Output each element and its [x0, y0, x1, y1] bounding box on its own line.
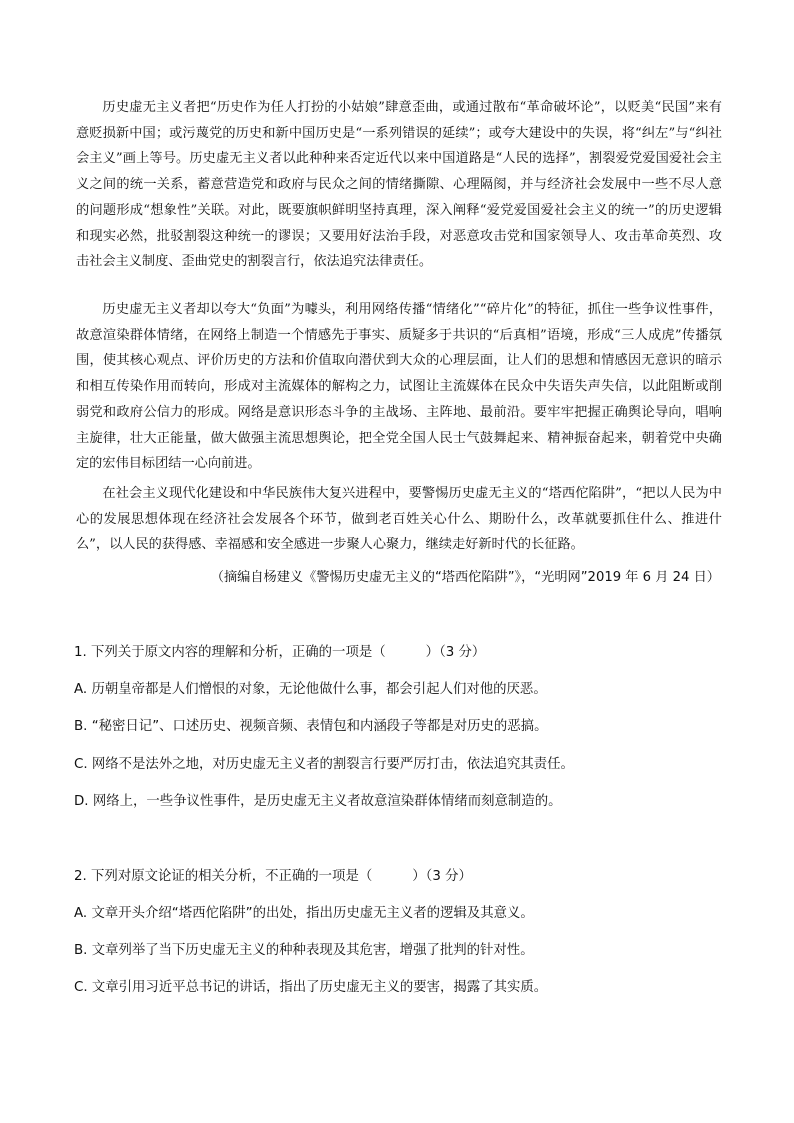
question-1-stem-before: 1. 下列关于原文内容的理解和分析，正确的一项是（	[74, 645, 386, 660]
question-1-option-a[interactable]: A. 历朝皇帝都是人们憎恨的对象，无论他做什么事，都会引起人们对他的厌恶。	[74, 682, 547, 697]
question-1-stem-after: ）（3 分）	[425, 645, 486, 660]
passage-source-citation: （摘编自杨建义《警惕历史虚无主义的“塔西佗陷阱”》，“光明网”2019 年 6 月 24 日）	[210, 570, 720, 585]
question-1-option-c[interactable]: C. 网络不是法外之地，对历史虚无主义者的割裂言行要严厉打击，依法追究其责任。	[74, 757, 574, 772]
question-1-option-b[interactable]: B. “秘密日记”、口述历史、视频音频、表情包和内涵段子等都是对历史的恶搞。	[74, 719, 548, 734]
question-2-option-a[interactable]: A. 文章开头介绍“塔西佗陷阱”的出处，指出历史虚无主义者的逻辑及其意义。	[74, 906, 534, 921]
question-1-stem	[74, 642, 734, 664]
question-2-option-c[interactable]: C. 文章引用习近平总书记的讲话，指出了历史虚无主义的要害，揭露了其实质。	[74, 980, 548, 995]
question-2-stem-after: ）（3 分）	[412, 869, 472, 884]
passage-paragraph-1: 历史虚无主义者把“历史作为任人打扮的小姑娘”肆意歪曲，或通过散布“革命破坏论”，以贬美“民国”来有意贬损新中国；或污蔑党的历史和新中国历史是“一系列错误的延续”；或夸大建设中的失误，将“纠左”与“纠社会主义”画上等号。历史虚无主义者以此种种来否定近代以来中国道路是“人民的选择”，割裂爱党爱国爱社会主义之间的统一关系，蓄意营造党和政府与民众之间的情绪撕隙、心理隔阂，并与经济社会发展中一些不尽人意的问题形成“想象性”关联。对此，既要旗帜鲜明坚持真理，深入阐释“爱党爱国爱社会主义的统一”的历史逻辑和现实必然，批驳割裂这种统一的谬误；又要用好法治手段，对恶意攻击党和国家领导人、攻击革命英烈、攻击社会主义制度、歪曲党史的割裂言行，依法追究法律责任。	[76, 100, 722, 270]
passage-paragraph-2: 历史虚无主义者却以夸大“负面”为噱头，利用网络传播“情绪化”“碎片化”的特征，抓住一些争议性事件，故意渲染群体情绪，在网络上制造一个情感先于事实、质疑多于共识的“后真相”语境，形成“三人成虎”传播氛围，使其核心观点、评价历史的方法和价值取向潜伏到大众的心理层面，让人们的思想和情感因无意识的暗示和相互传染作用而转向，形成对主流媒体的解构之力，试图让主流媒体在民众中失语失声失信，以此阻断或削弱党和政府公信力的形成。网络是意识形态斗争的主战场、主阵地、最前沿。要牢牢把握正确舆论导向，唱响主旋律，壮大正能量，做大做强主流思想舆论，把全党全国人民士气鼓舞起来、精神振奋起来，朝着党中央确定的宏伟目标团结一心向前进。	[76, 302, 722, 472]
question-1-option-d[interactable]: D. 网络上，一些争议性事件，是历史虚无主义者故意渲染群体情绪而刻意制造的。	[74, 794, 562, 809]
passage-paragraph-3: 在社会主义现代化建设和中华民族伟大复兴进程中，要警惕历史虚无主义的“塔西佗陷阱”，“把以人民为中心的发展思想体现在经济社会发展各个环节，做到老百姓关心什么、期盼什么，改革就要抓住什么、推进什么”，以人民的获得感、幸福感和安全感进一步聚人心聚力，继续走好新时代的长征路。	[76, 486, 722, 553]
question-2-stem	[74, 866, 734, 888]
question-2-stem-before: 2. 下列对原文论证的相关分析，不正确的一项是（	[74, 869, 373, 884]
question-2-option-b[interactable]: B. 文章列举了当下历史虚无主义的种种表现及其危害，增强了批判的针对性。	[74, 943, 534, 958]
